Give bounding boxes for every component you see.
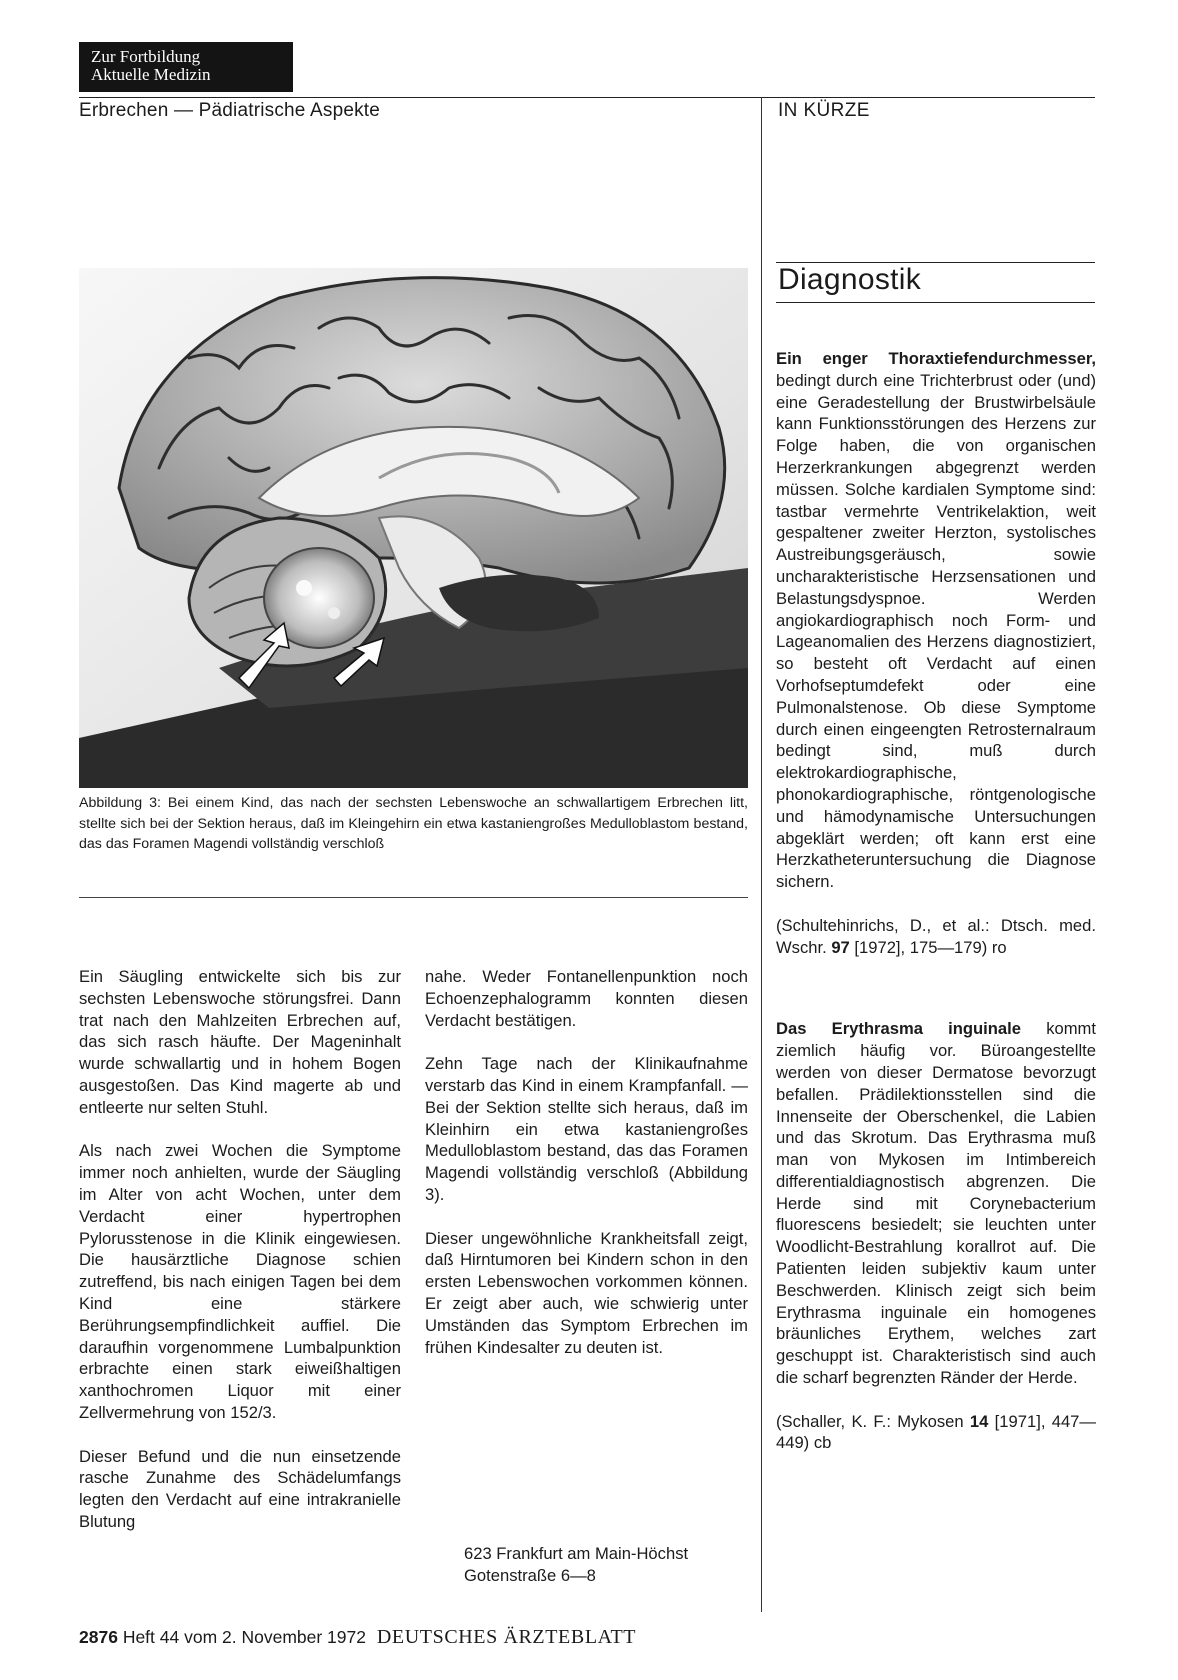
in-kuerze-heading: IN KÜRZE <box>778 100 870 121</box>
column-divider <box>761 97 762 1612</box>
author-address <box>464 1543 688 1587</box>
page-footer <box>79 1626 636 1649</box>
top-rule <box>79 97 1095 98</box>
address-line-1: 623 Frankfurt am Main-Höchst <box>464 1544 689 1563</box>
article-paragraph: Dieser ungewöhnliche Krankheitsfall zeigt, daß Hirntumoren bei Kindern schon in den ersten Lebenswochen vorkommen können. Er zeigt aber auch, wie schwierig unter Umständen das Symptom Erbrechen im frühen Kindesalter zu deuten ist. <box>425 1228 748 1357</box>
reference-text: [1972], 175—179) ro <box>849 937 1007 957</box>
section-title: Erbrechen — Pädiatrische Aspekte <box>79 100 381 121</box>
reference-text: (Schultehinrichs, D., et al.: Dtsch. med. Wschr. <box>776 915 1096 957</box>
kurze-reference-1 <box>776 915 1096 959</box>
kurze-item-text: kommt ziemlich häufig vor. Büroangestellte werden von dieser Dermatose bevorzugt befallen. Prädilektionsstellen sind die Innenseite der Oberschenkel, die Labien und das Skrotum. Das Erythrasma muß man von Mykosen im Intimbereich differentialdiagnostisch abgrenzen. Die Herde sind mit Corynebacterium fluorescens besiedelt; sie leuchten unter Woodlicht-Bestrahlung korallrot auf. Die Patienten leiden subjektiv kaum unter Beschwerden. Klinisch zeigt sich beim Erythrasma inguinale ein homogenes bräunliches Erythem, welches zart geschuppt ist. Charakteristisch sind auch die scharf begrenzten Ränder der Herde. <box>776 1019 1096 1388</box>
kurze-item-text: bedingt durch eine Trichterbrust oder (und) eine Geradestellung der Brustwirbelsäule kann Funktionsstörungen des Herzens zur Folge haben, die von organischen Herzerkrankungen abgegrenzt werden müssen. Solche kardialen Symptome sind: tastbar vermehrte Ventrikelaktion, weit gespaltener zweiter Herzton, systolisches Austreibungsgeräusch, sowie uncharakteristische Herzsensationen und Belastungsdyspnoe. Werden angiokardiographisch noch Form- und Lageanomalien des Herzens diagnostiziert, so besteht oft Verdacht auf einen Vorhofseptumdefekt oder eine Pulmonalstenose. Ob diese Symptome durch einen eingeengten Retrosternalraum bedingt sind, muß durch elektrokardiographische, phonokardiographische, röntgenologische und hämodynamische Untersuchungen abgeklärt werden; oft kann erst eine Herzkatheteruntersuchung die Diagnose sichern. <box>776 370 1096 892</box>
in-kuerze-column <box>776 348 1096 1476</box>
reference-volume: 14 <box>969 1411 989 1431</box>
article-paragraph: Als nach zwei Wochen die Symptome immer noch anhielten, wurde der Säugling im Alter von acht Wochen, unter dem Verdacht einer hypertrophen Pylorusstenose in die Klinik eingewiesen. Die hausärztliche Diagnose schien zutreffend, bis nach einigen Tagen bei dem Kind eine stärkere Berührungsempfindlichkeit auffiel. Die daraufhin vorgenommene Lumbalpunktion erbrachte einen stark eiweißhaltigen xanthochromen Liquor mit einer Zellvermehrung von 152/3. <box>79 1141 401 1422</box>
article-paragraph: nahe. Weder Fontanellenpunktion noch Echoenzephalogramm konnten diesen Verdacht bestätigen. <box>425 967 748 1030</box>
article-paragraph: Ein Säugling entwickelte sich bis zur sechsten Lebenswoche störungsfrei. Dann trat nach den Mahlzeiten Erbrechen auf, das sich rasch häufte. Der Mageninhalt wurde schwallartig und in hohem Bogen ausgestoßen. Das Kind magerte ab und entleerte nur selten Stuhl. <box>79 967 401 1117</box>
rubric-badge <box>79 42 293 92</box>
brain-section-photo <box>79 268 748 788</box>
article-paragraph: Zehn Tage nach der Klinikaufnahme verstarb das Kind in einem Krampfanfall. — Bei der Sektion stellte sich heraus, daß im Kleinhirn ein etwa kastaniengroßes Medulloblastom bestand, das das Foramen Magendi vollständig verschloß (Abbildung 3). <box>425 1054 748 1204</box>
diagnostik-heading: Diagnostik <box>778 263 922 296</box>
issue-info: Heft 44 vom 2. November 1972 <box>122 1627 366 1647</box>
figure-caption: Abbildung 3: Bei einem Kind, das nach der sechsten Lebenswoche an schwallartigem Erbrechen litt, stellte sich bei der Sektion heraus, daß im Kleingehirn ein etwa kastaniengroßes Medulloblastom bestand, das das Foramen Magendi vollständig verschloß <box>79 795 748 853</box>
kurze-item-thorax <box>776 348 1096 893</box>
reference-text: [1971], 447—449) cb <box>776 1411 1096 1453</box>
kurze-item-lead: Das Erythrasma inguinale <box>776 1019 1021 1039</box>
rubric-line-1: Zur Fortbildung <box>91 47 201 66</box>
kurze-item-lead: Ein enger Thoraxtiefendurchmesser, <box>776 349 1096 368</box>
rubric-line-2: Aktuelle Medizin <box>91 65 211 84</box>
kurze-item-erythrasma <box>776 1018 1096 1389</box>
kurze-reference-2 <box>776 1411 1096 1455</box>
reference-volume: 97 <box>831 937 850 957</box>
reference-text: (Schaller, K. F.: Mykosen <box>776 1411 970 1431</box>
caption-rule <box>79 897 748 898</box>
article-paragraph: Dieser Befund und die nun einsetzende rasche Zunahme des Schädelumfangs legten den Verdacht auf eine intrakranielle Blutung <box>79 1446 401 1531</box>
article-column-1 <box>79 966 401 1555</box>
diagnostik-rule-bottom <box>776 302 1095 303</box>
page-number: 2876 <box>79 1627 118 1647</box>
article-column-2 <box>425 966 748 1380</box>
journal-name: DEUTSCHES ÄRZTEBLATT <box>376 1626 637 1648</box>
address-line-2: Gotenstraße 6—8 <box>464 1565 596 1585</box>
